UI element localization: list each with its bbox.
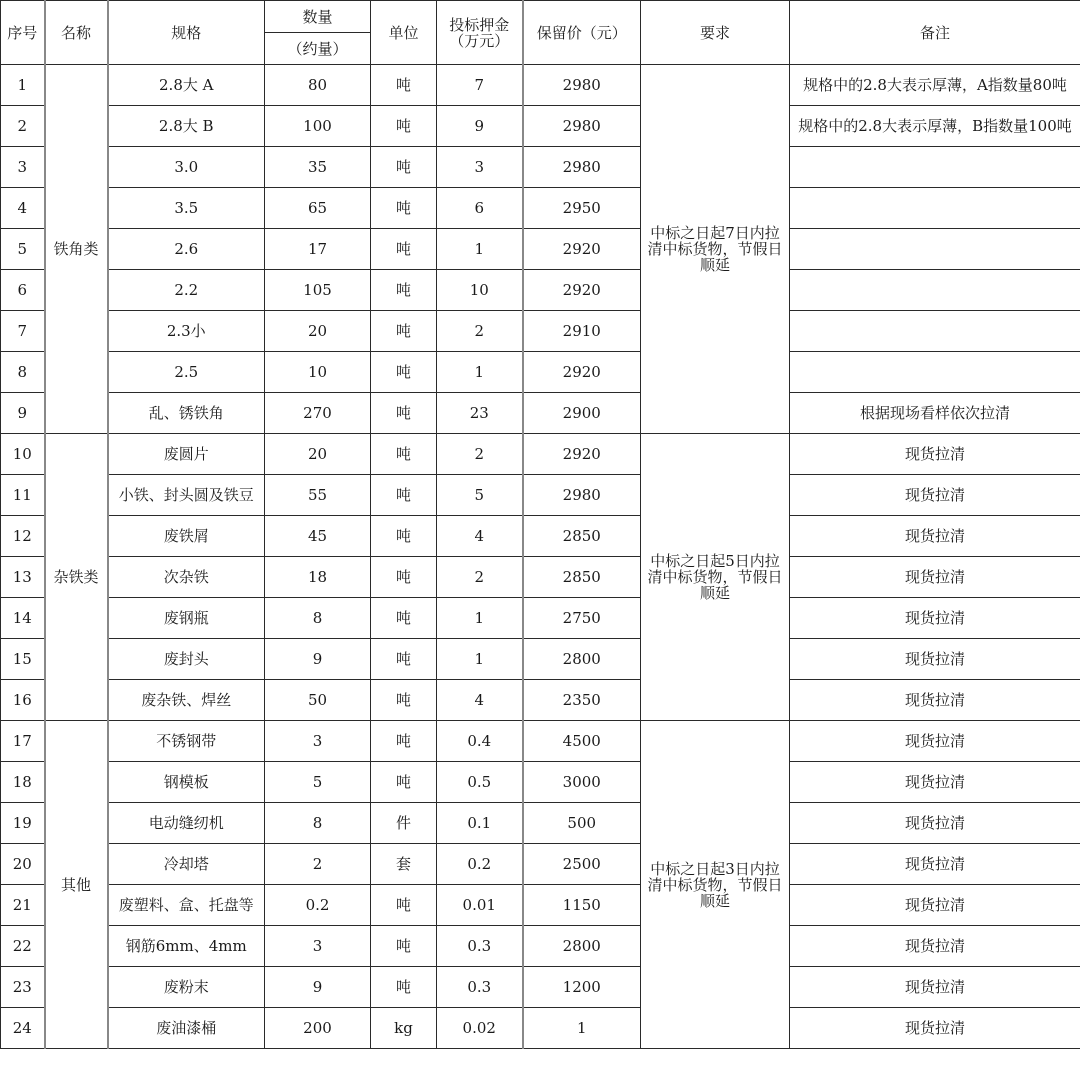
cell-remark (790, 311, 1080, 352)
cell-reserve: 2950 (523, 188, 641, 229)
cell-spec: 2.8大 B (108, 106, 265, 147)
cell-seq: 21 (1, 885, 45, 926)
cell-seq: 18 (1, 762, 45, 803)
cell-spec: 废铁屑 (108, 516, 265, 557)
cell-remark: 现货拉清 (790, 475, 1080, 516)
table-row (1, 188, 1080, 229)
cell-seq: 4 (1, 188, 45, 229)
cell-qty: 3 (265, 926, 371, 967)
cell-spec: 小铁、封头圆及铁豆 (108, 475, 265, 516)
header-requirement: 要求 (641, 1, 790, 65)
cell-seq: 5 (1, 229, 45, 270)
cell-reserve: 2910 (523, 311, 641, 352)
table-row (1, 926, 1080, 967)
cell-unit: 吨 (371, 434, 437, 475)
cell-spec: 废钢瓶 (108, 598, 265, 639)
cell-unit: 吨 (371, 516, 437, 557)
cell-qty: 100 (265, 106, 371, 147)
cell-spec: 冷却塔 (108, 844, 265, 885)
cell-qty: 105 (265, 270, 371, 311)
cell-remark: 规格中的2.8大表示厚薄，B指数量100吨 (790, 106, 1080, 147)
table-row (1, 147, 1080, 188)
table-row (1, 65, 1080, 106)
cell-reserve: 2920 (523, 434, 641, 475)
cell-spec: 钢筋6mm、4mm (108, 926, 265, 967)
cell-reserve: 2850 (523, 557, 641, 598)
cell-remark: 现货拉清 (790, 803, 1080, 844)
cell-remark: 现货拉清 (790, 516, 1080, 557)
cell-qty: 3 (265, 721, 371, 762)
cell-unit: 吨 (371, 65, 437, 106)
cell-seq: 11 (1, 475, 45, 516)
cell-seq: 9 (1, 393, 45, 434)
cell-reserve: 2980 (523, 147, 641, 188)
header-qty-approx: （约量） (265, 33, 371, 65)
cell-deposit: 9 (437, 106, 523, 147)
table-row (1, 229, 1080, 270)
table-row (1, 680, 1080, 721)
table-row (1, 885, 1080, 926)
cell-remark (790, 147, 1080, 188)
cell-unit: 吨 (371, 885, 437, 926)
cell-deposit: 0.4 (437, 721, 523, 762)
cell-qty: 80 (265, 65, 371, 106)
cell-seq: 13 (1, 557, 45, 598)
cell-reserve: 500 (523, 803, 641, 844)
cell-seq: 17 (1, 721, 45, 762)
cell-remark (790, 352, 1080, 393)
cell-remark: 根据现场看样依次拉清 (790, 393, 1080, 434)
cell-qty: 20 (265, 434, 371, 475)
cell-unit: 吨 (371, 762, 437, 803)
cell-seq: 15 (1, 639, 45, 680)
cell-unit: 件 (371, 803, 437, 844)
cell-remark: 现货拉清 (790, 598, 1080, 639)
cell-qty: 35 (265, 147, 371, 188)
cell-deposit: 7 (437, 65, 523, 106)
table-row (1, 393, 1080, 434)
cell-unit: 吨 (371, 598, 437, 639)
cell-qty: 50 (265, 680, 371, 721)
cell-remark: 现货拉清 (790, 680, 1080, 721)
table-row (1, 1008, 1080, 1049)
cell-deposit: 2 (437, 557, 523, 598)
cell-requirement: 中标之日起7日内拉清中标货物，节假日顺延 (641, 65, 790, 434)
cell-deposit: 5 (437, 475, 523, 516)
cell-unit: 吨 (371, 721, 437, 762)
cell-unit: kg (371, 1008, 437, 1049)
cell-remark: 现货拉清 (790, 434, 1080, 475)
table-row (1, 516, 1080, 557)
cell-reserve: 2920 (523, 229, 641, 270)
cell-category: 铁角类 (45, 65, 108, 434)
cell-remark: 现货拉清 (790, 639, 1080, 680)
cell-reserve: 2350 (523, 680, 641, 721)
cell-deposit: 4 (437, 516, 523, 557)
table-row (1, 721, 1080, 762)
cell-deposit: 2 (437, 434, 523, 475)
cell-unit: 吨 (371, 270, 437, 311)
cell-seq: 23 (1, 967, 45, 1008)
cell-remark: 现货拉清 (790, 885, 1080, 926)
cell-deposit: 1 (437, 352, 523, 393)
cell-spec: 次杂铁 (108, 557, 265, 598)
cell-seq: 14 (1, 598, 45, 639)
header-qty: 数量 (265, 1, 371, 33)
cell-remark: 现货拉清 (790, 721, 1080, 762)
cell-spec: 不锈钢带 (108, 721, 265, 762)
table-row (1, 475, 1080, 516)
cell-reserve: 2920 (523, 270, 641, 311)
table-row (1, 803, 1080, 844)
table-body (1, 65, 1080, 1049)
header-reserve: 保留价（元） (523, 1, 641, 65)
cell-qty: 9 (265, 967, 371, 1008)
cell-unit: 套 (371, 844, 437, 885)
cell-deposit: 6 (437, 188, 523, 229)
cell-deposit: 3 (437, 147, 523, 188)
cell-qty: 65 (265, 188, 371, 229)
cell-spec: 3.0 (108, 147, 265, 188)
cell-seq: 1 (1, 65, 45, 106)
cell-reserve: 1200 (523, 967, 641, 1008)
cell-spec: 2.5 (108, 352, 265, 393)
table-row (1, 639, 1080, 680)
cell-qty: 45 (265, 516, 371, 557)
table-row (1, 762, 1080, 803)
cell-seq: 24 (1, 1008, 45, 1049)
cell-deposit: 4 (437, 680, 523, 721)
cell-requirement: 中标之日起5日内拉清中标货物，节假日顺延 (641, 434, 790, 721)
cell-reserve: 2850 (523, 516, 641, 557)
cell-qty: 20 (265, 311, 371, 352)
cell-qty: 18 (265, 557, 371, 598)
cell-spec: 乱、锈铁角 (108, 393, 265, 434)
header-seq: 序号 (1, 1, 45, 65)
cell-qty: 5 (265, 762, 371, 803)
table-row (1, 598, 1080, 639)
cell-deposit: 2 (437, 311, 523, 352)
cell-unit: 吨 (371, 188, 437, 229)
cell-remark: 现货拉清 (790, 1008, 1080, 1049)
cell-reserve: 2750 (523, 598, 641, 639)
cell-deposit: 23 (437, 393, 523, 434)
cell-deposit: 1 (437, 639, 523, 680)
cell-unit: 吨 (371, 967, 437, 1008)
table-row (1, 557, 1080, 598)
cell-qty: 200 (265, 1008, 371, 1049)
cell-category: 其他 (45, 721, 108, 1049)
cell-deposit: 0.3 (437, 967, 523, 1008)
cell-spec: 废油漆桶 (108, 1008, 265, 1049)
cell-reserve: 2920 (523, 352, 641, 393)
cell-spec: 2.6 (108, 229, 265, 270)
cell-qty: 55 (265, 475, 371, 516)
cell-reserve: 2980 (523, 65, 641, 106)
cell-deposit: 0.3 (437, 926, 523, 967)
cell-deposit: 0.01 (437, 885, 523, 926)
table-row (1, 434, 1080, 475)
cell-reserve: 4500 (523, 721, 641, 762)
cell-remark (790, 229, 1080, 270)
cell-remark: 现货拉清 (790, 967, 1080, 1008)
table-row (1, 106, 1080, 147)
cell-remark: 现货拉清 (790, 557, 1080, 598)
cell-unit: 吨 (371, 352, 437, 393)
header-name: 名称 (45, 1, 108, 65)
cell-qty: 270 (265, 393, 371, 434)
cell-unit: 吨 (371, 311, 437, 352)
cell-qty: 8 (265, 803, 371, 844)
cell-requirement: 中标之日起3日内拉清中标货物，节假日顺延 (641, 721, 790, 1049)
cell-remark (790, 188, 1080, 229)
cell-unit: 吨 (371, 557, 437, 598)
cell-unit: 吨 (371, 229, 437, 270)
cell-deposit: 10 (437, 270, 523, 311)
cell-reserve: 2980 (523, 106, 641, 147)
cell-seq: 19 (1, 803, 45, 844)
cell-unit: 吨 (371, 147, 437, 188)
cell-unit: 吨 (371, 393, 437, 434)
cell-spec: 2.2 (108, 270, 265, 311)
table-row (1, 270, 1080, 311)
cell-remark (790, 270, 1080, 311)
cell-qty: 9 (265, 639, 371, 680)
cell-category: 杂铁类 (45, 434, 108, 721)
cell-spec: 废粉末 (108, 967, 265, 1008)
table-row (1, 844, 1080, 885)
cell-unit: 吨 (371, 926, 437, 967)
cell-seq: 22 (1, 926, 45, 967)
cell-reserve: 2800 (523, 926, 641, 967)
table-row (1, 352, 1080, 393)
cell-seq: 8 (1, 352, 45, 393)
cell-deposit: 0.2 (437, 844, 523, 885)
cell-spec: 2.8大 A (108, 65, 265, 106)
cell-reserve: 1150 (523, 885, 641, 926)
cell-seq: 2 (1, 106, 45, 147)
cell-unit: 吨 (371, 475, 437, 516)
cell-unit: 吨 (371, 639, 437, 680)
cell-spec: 废塑料、盒、托盘等 (108, 885, 265, 926)
cell-qty: 2 (265, 844, 371, 885)
cell-spec: 废封头 (108, 639, 265, 680)
cell-spec: 废圆片 (108, 434, 265, 475)
cell-deposit: 1 (437, 229, 523, 270)
cell-seq: 12 (1, 516, 45, 557)
cell-unit: 吨 (371, 680, 437, 721)
cell-reserve: 1 (523, 1008, 641, 1049)
cell-spec: 电动缝纫机 (108, 803, 265, 844)
cell-seq: 3 (1, 147, 45, 188)
cell-seq: 16 (1, 680, 45, 721)
cell-reserve: 3000 (523, 762, 641, 803)
header-unit: 单位 (371, 1, 437, 65)
cell-spec: 废杂铁、焊丝 (108, 680, 265, 721)
cell-spec: 3.5 (108, 188, 265, 229)
cell-spec: 钢模板 (108, 762, 265, 803)
cell-remark: 现货拉清 (790, 926, 1080, 967)
cell-remark: 现货拉清 (790, 844, 1080, 885)
cell-deposit: 0.5 (437, 762, 523, 803)
cell-deposit: 0.02 (437, 1008, 523, 1049)
cell-seq: 10 (1, 434, 45, 475)
table-row (1, 311, 1080, 352)
cell-qty: 17 (265, 229, 371, 270)
cell-seq: 6 (1, 270, 45, 311)
header-deposit: 投标押金（万元） (437, 1, 523, 65)
cell-spec: 2.3小 (108, 311, 265, 352)
cell-seq: 20 (1, 844, 45, 885)
cell-qty: 8 (265, 598, 371, 639)
cell-reserve: 2900 (523, 393, 641, 434)
cell-remark: 现货拉清 (790, 762, 1080, 803)
cell-remark: 规格中的2.8大表示厚薄，A指数量80吨 (790, 65, 1080, 106)
cell-reserve: 2800 (523, 639, 641, 680)
cell-qty: 10 (265, 352, 371, 393)
cell-seq: 7 (1, 311, 45, 352)
header-spec: 规格 (108, 1, 265, 65)
table-row (1, 967, 1080, 1008)
cell-reserve: 2500 (523, 844, 641, 885)
cell-qty: 0.2 (265, 885, 371, 926)
header-remark: 备注 (790, 1, 1080, 65)
cell-unit: 吨 (371, 106, 437, 147)
cell-deposit: 1 (437, 598, 523, 639)
cell-deposit: 0.1 (437, 803, 523, 844)
cell-reserve: 2980 (523, 475, 641, 516)
